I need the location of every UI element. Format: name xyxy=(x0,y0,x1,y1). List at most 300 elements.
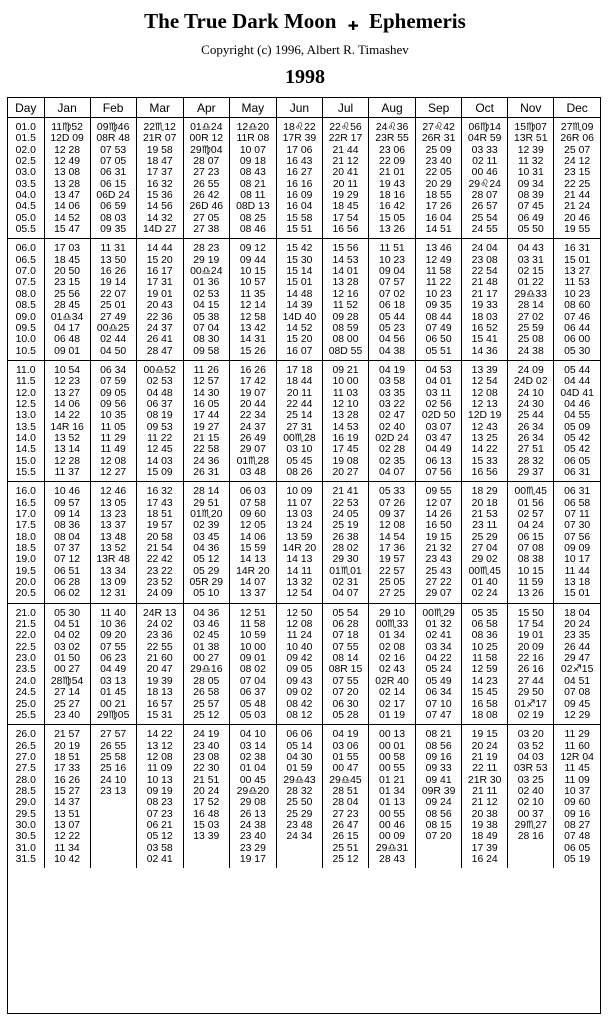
table-cell-nov xyxy=(508,239,554,360)
table-cell-aug xyxy=(369,603,416,724)
list-item: 14 51 xyxy=(425,224,452,236)
list-item: 06 34 xyxy=(100,364,127,376)
list-item: 17 54 xyxy=(332,212,359,224)
list-item: 11 60 xyxy=(564,740,590,752)
list-item: 25 54 xyxy=(471,212,498,224)
list-item: 18 44 xyxy=(286,376,313,388)
table-cell-aug xyxy=(369,482,416,603)
list-item: 06 28 xyxy=(54,577,81,589)
list-item: 05 45 xyxy=(286,455,313,467)
list-item: 05 19 xyxy=(564,853,591,865)
list-item: 08.5 xyxy=(15,300,36,312)
list-item: 25 12 xyxy=(193,709,220,721)
list-item: 04 19 xyxy=(332,729,359,741)
list-item: 04 36 xyxy=(193,607,220,619)
list-item: 13 59 xyxy=(286,531,313,543)
table-cell-mar xyxy=(136,482,183,603)
list-item: 08 27 xyxy=(564,819,591,831)
list-item: 08 14 xyxy=(332,653,359,665)
list-item: 15 30 xyxy=(286,254,313,266)
list-item: 07 55 xyxy=(332,641,359,653)
list-item: 16 27 xyxy=(286,167,313,179)
list-item: 16 56 xyxy=(471,466,498,478)
list-item: 05 42 xyxy=(564,432,591,444)
table-cell-nov xyxy=(508,360,554,481)
list-item: 12 10 xyxy=(332,398,359,410)
list-item: 17 45 xyxy=(332,444,359,456)
list-item: 03 48 xyxy=(239,466,266,478)
list-item: 04 38 xyxy=(379,345,406,357)
list-item: 12D 09 xyxy=(50,133,84,145)
list-item: 11 22 xyxy=(426,277,452,289)
list-item: 25 51 xyxy=(332,842,359,854)
list-item: 01♏28 xyxy=(236,455,270,467)
list-item: 09 01 xyxy=(239,653,266,665)
list-item: 07 20 xyxy=(425,831,452,843)
list-item: 13 08 xyxy=(54,167,81,179)
list-item: 19 07 xyxy=(239,387,266,399)
table-cell-jul xyxy=(322,360,368,481)
list-item: 03 13 xyxy=(100,675,127,687)
list-item: 09 56 xyxy=(100,398,127,410)
list-item: 11R 08 xyxy=(236,133,270,145)
list-item: 14 54 xyxy=(379,531,406,543)
list-item: 21 24 xyxy=(564,201,591,213)
list-item: 10 59 xyxy=(239,630,266,642)
list-item: 06 15 xyxy=(100,178,127,190)
list-item: 29♎43 xyxy=(283,774,316,786)
list-item: 01♏20 xyxy=(190,509,223,520)
list-item: 04 49 xyxy=(425,444,452,456)
list-item: 08 11 xyxy=(240,190,266,202)
list-item: 12 14 xyxy=(239,300,266,312)
list-item: 02 38 xyxy=(239,751,266,763)
list-item: 10 31 xyxy=(517,167,544,179)
list-item: 10 15 xyxy=(239,266,266,278)
list-item: 12 08 xyxy=(471,387,498,399)
list-item: 12 27 xyxy=(100,466,127,478)
list-item: 06.0 xyxy=(15,243,36,255)
list-item: 25 27 xyxy=(54,698,81,710)
list-item: 15 01 xyxy=(564,588,591,600)
list-item: 09 28 xyxy=(332,311,359,323)
list-item: 06♍14 xyxy=(468,122,501,133)
list-item: 04 17 xyxy=(54,322,81,334)
table-cell-jun xyxy=(276,603,322,724)
list-item: 05 30 xyxy=(54,607,81,619)
list-item: 29♎33 xyxy=(514,288,547,300)
list-item: 07 04 xyxy=(193,322,220,334)
list-item: 26 42 xyxy=(193,190,220,202)
list-item: 21.5 xyxy=(15,619,36,631)
list-item: 09 12 xyxy=(239,243,266,255)
list-item: 27 51 xyxy=(517,444,544,456)
list-item: 02 40 xyxy=(379,421,406,433)
list-item: 17 39 xyxy=(471,842,498,854)
list-item: 29 07 xyxy=(239,444,266,456)
table-cell-jan xyxy=(44,360,90,481)
list-item: 00♎24 xyxy=(190,266,223,278)
list-item: 12 46 xyxy=(100,486,127,498)
list-item: 10 15 xyxy=(517,565,544,577)
table-cell-dec xyxy=(554,603,600,724)
list-item: 09 14 xyxy=(54,509,81,520)
ephemeris-table-frame xyxy=(7,97,601,1014)
table-body xyxy=(8,118,600,869)
list-item: 09 01 xyxy=(54,345,81,357)
list-item: 21 17 xyxy=(471,288,498,300)
list-item: 08R 48 xyxy=(96,133,130,145)
list-item: 19 43 xyxy=(379,178,406,190)
list-item: 18 51 xyxy=(54,751,81,763)
list-item xyxy=(91,820,136,831)
table-row-group xyxy=(8,603,600,724)
list-item: 07 10 xyxy=(425,698,452,710)
list-item: 13 48 xyxy=(100,531,127,543)
list-item: 03 52 xyxy=(517,740,544,752)
column-header-apr: Apr xyxy=(183,98,229,118)
list-item: 24 10 xyxy=(100,774,127,786)
column-header-jun: Jun xyxy=(276,98,322,118)
list-item: 05.0 xyxy=(15,212,36,224)
list-item: 21 48 xyxy=(471,277,498,289)
list-item xyxy=(91,854,136,865)
list-item: 16 48 xyxy=(193,808,220,820)
list-item: 07 49 xyxy=(425,322,452,334)
list-item: 10.0 xyxy=(15,334,36,346)
table-cell-sep xyxy=(416,725,462,869)
table-cell-jun xyxy=(276,239,322,360)
list-item: 24.0 xyxy=(15,675,36,687)
list-item: 24 09 xyxy=(517,364,544,376)
list-item: 11 26 xyxy=(193,364,219,376)
list-item: 01 34 xyxy=(379,785,406,797)
list-item: 03 10 xyxy=(286,444,313,456)
list-item: 24♌36 xyxy=(375,122,409,133)
list-item: 02 28 xyxy=(379,444,406,456)
list-item: 05 30 xyxy=(564,345,591,357)
list-item: 24 55 xyxy=(471,224,498,236)
list-item: 27♏09 xyxy=(560,122,594,133)
list-item: 20 46 xyxy=(564,212,591,224)
table-cell-sep xyxy=(416,603,462,724)
list-item: 20 24 xyxy=(471,740,498,752)
list-item: 25 43 xyxy=(425,565,452,577)
list-item: 23 43 xyxy=(425,554,452,566)
list-item: 24 12 xyxy=(564,156,591,168)
list-item: 26R 31 xyxy=(421,133,456,145)
list-item: 09 09 xyxy=(564,543,591,555)
list-item: 06 06 xyxy=(286,729,313,741)
list-item: 03 58 xyxy=(146,842,173,854)
list-item: 28 23 xyxy=(193,243,220,255)
table-cell-aug xyxy=(369,360,416,481)
list-item: 02D 24 xyxy=(375,432,409,444)
list-item: 29♍04 xyxy=(190,144,223,156)
list-item: 19 58 xyxy=(146,144,173,156)
list-item: 06 30 xyxy=(332,698,359,710)
list-item: 00 13 xyxy=(379,729,406,741)
list-item: 06 03 xyxy=(239,486,266,498)
list-item: 13R 48 xyxy=(96,554,130,566)
table-cell-nov xyxy=(508,603,554,724)
list-item: 24 38 xyxy=(239,819,266,831)
list-item: 02 44 xyxy=(100,334,127,346)
list-item: 10 23 xyxy=(379,254,406,266)
list-item: 11 44 xyxy=(564,565,590,577)
list-item: 07 05 xyxy=(100,156,127,168)
list-item: 19 27 xyxy=(193,421,220,433)
list-item: 06 21 xyxy=(146,819,173,831)
column-header-jul: Jul xyxy=(322,98,368,118)
list-item xyxy=(91,843,136,854)
table-cell-may xyxy=(229,603,276,724)
list-item: 23 13 xyxy=(100,785,127,797)
list-item: 05.5 xyxy=(15,224,36,236)
list-item: 13 39 xyxy=(471,364,498,376)
table-cell-sep xyxy=(416,239,462,360)
list-item: 19 57 xyxy=(146,520,173,532)
list-item: 01 59 xyxy=(286,763,313,775)
list-item: 14 36 xyxy=(471,345,498,357)
list-item: 03 46 xyxy=(193,619,220,631)
list-item: 28 07 xyxy=(193,156,220,168)
list-item: 13 07 xyxy=(54,819,81,831)
list-item: 14 23 xyxy=(471,675,498,687)
list-item: 14 30 xyxy=(193,387,220,399)
list-item: 20.0 xyxy=(15,577,36,589)
list-item: 09R 39 xyxy=(421,785,456,797)
list-item: 27 14 xyxy=(54,687,81,699)
list-item: 07 55 xyxy=(332,675,359,687)
table-cell-dec xyxy=(554,482,600,603)
list-item: 21 12 xyxy=(471,797,498,809)
list-item: 11 49 xyxy=(100,444,126,456)
list-item: 14 39 xyxy=(286,300,313,312)
list-item: 04 10 xyxy=(239,729,266,741)
list-item: 25 29 xyxy=(471,531,498,543)
list-item: 21 11 xyxy=(472,785,498,797)
list-item: 04 03 xyxy=(517,751,544,763)
list-item: 08 59 xyxy=(332,322,359,334)
list-item: 11 32 xyxy=(518,156,544,168)
table-cell-jun xyxy=(276,118,322,239)
list-item: 13R 51 xyxy=(513,133,548,145)
list-item: 04 53 xyxy=(425,364,452,376)
list-item: 01 04 xyxy=(239,763,266,775)
list-item: 08 12 xyxy=(286,709,313,721)
list-item: 03 22 xyxy=(379,398,406,410)
list-item: 07 48 xyxy=(564,831,591,843)
list-item: 07 53 xyxy=(100,144,127,156)
list-item: 29♎45 xyxy=(329,774,362,786)
list-item: 18 03 xyxy=(471,311,498,323)
list-item: 16 09 xyxy=(286,190,313,202)
list-item: 04 01 xyxy=(425,376,452,388)
list-item: 04.5 xyxy=(15,201,36,213)
list-item: 04 46 xyxy=(564,398,591,410)
list-item: 13 42 xyxy=(239,322,266,334)
list-item: 13 03 xyxy=(286,509,313,520)
list-item: 24 02 xyxy=(146,619,173,631)
list-item: 21 12 xyxy=(332,156,359,168)
list-item: 28 32 xyxy=(517,455,544,467)
list-item: 13 26 xyxy=(517,588,544,600)
list-item: 06 44 xyxy=(564,322,591,334)
list-item: 19 39 xyxy=(146,675,173,687)
list-item: 08 56 xyxy=(425,740,452,752)
list-item: 00R 12 xyxy=(189,133,224,145)
list-item: 04 15 xyxy=(193,300,220,312)
list-item: 16 31 xyxy=(564,243,591,255)
list-item: 13 23 xyxy=(100,509,127,520)
list-item: 14 11 xyxy=(286,565,313,577)
list-item: 06 50 xyxy=(425,334,452,346)
table-cell-nov xyxy=(508,118,554,239)
list-item: 08 00 xyxy=(332,334,359,346)
list-item: 14 31 xyxy=(239,334,266,346)
list-item: 10 54 xyxy=(54,364,81,376)
list-item: 28 14 xyxy=(193,486,220,498)
list-item: 13 37 xyxy=(239,588,266,600)
list-item: 24 05 xyxy=(332,509,359,520)
list-item: 01 13 xyxy=(379,797,406,809)
list-item: 26 41 xyxy=(146,334,173,346)
list-item: 17 37 xyxy=(146,167,173,179)
list-item: 25.0 xyxy=(15,698,36,710)
list-item: 14 56 xyxy=(146,201,173,213)
list-item: 19 14 xyxy=(100,277,127,289)
list-item: 10 35 xyxy=(100,410,127,422)
list-item: 11 58 xyxy=(426,266,452,278)
list-item: 04 48 xyxy=(146,387,173,399)
list-item: 11 58 xyxy=(472,653,498,665)
list-item: 13 39 xyxy=(193,831,220,843)
list-item: 16 43 xyxy=(286,156,313,168)
table-cell-jun xyxy=(276,482,322,603)
list-item: 17 06 xyxy=(286,144,313,156)
list-item: 14 01 xyxy=(332,266,359,278)
list-item: 13 18 xyxy=(564,577,591,589)
list-item: 21 44 xyxy=(564,190,591,202)
list-item: 04 02 xyxy=(54,630,81,642)
list-item: 14R 16 xyxy=(50,421,84,433)
column-header-mar: Mar xyxy=(136,98,183,118)
list-item: 26.5 xyxy=(15,740,36,752)
list-item: 03 07 xyxy=(425,421,452,433)
list-item: 02 15 xyxy=(517,266,544,278)
list-item: 08 60 xyxy=(564,300,591,312)
list-item: 08 23 xyxy=(146,797,173,809)
list-item: 24 34 xyxy=(286,831,313,843)
list-item: 16 24 xyxy=(471,853,498,865)
list-item: 07 26 xyxy=(379,497,406,509)
list-item: 06D 24 xyxy=(96,190,130,202)
list-item: 27 38 xyxy=(193,224,220,236)
list-item: 09 24 xyxy=(425,797,452,809)
list-item: 10 00 xyxy=(332,376,359,388)
list-item: 03 11 xyxy=(426,387,452,399)
list-item: 02 08 xyxy=(379,641,406,653)
list-item: 12 29 xyxy=(564,709,591,721)
list-item: 19 55 xyxy=(564,224,591,236)
list-item: 01 32 xyxy=(425,619,452,631)
list-item: 01♎34 xyxy=(50,311,84,323)
list-item: 22 16 xyxy=(517,653,544,665)
list-item: 02 39 xyxy=(193,520,220,532)
list-item: 06 51 xyxy=(54,565,81,577)
list-item: 28 43 xyxy=(379,853,406,865)
list-item: 23 40 xyxy=(239,831,266,843)
list-item: 28 32 xyxy=(286,785,313,797)
list-item: 11.0 xyxy=(16,364,36,376)
list-item: 05 29 xyxy=(193,565,220,577)
list-item: 08 36 xyxy=(471,630,498,642)
list-item: 22 55 xyxy=(146,641,173,653)
list-item: 08 03 xyxy=(100,212,127,224)
list-item: 04 36 xyxy=(193,543,220,555)
list-item: 15 33 xyxy=(471,455,498,467)
list-item: 11.5 xyxy=(16,376,36,388)
table-cell-feb xyxy=(90,360,136,481)
list-item: 08 21 xyxy=(425,729,452,741)
column-header-jan: Jan xyxy=(44,98,90,118)
list-item: 26 34 xyxy=(517,421,544,433)
list-item: 17R 39 xyxy=(282,133,317,145)
list-item: 21 01 xyxy=(379,167,406,179)
list-item: 02 17 xyxy=(379,698,406,710)
list-item: 09 57 xyxy=(54,497,81,509)
list-item: 12.5 xyxy=(15,398,36,410)
table-cell-oct xyxy=(462,725,508,869)
list-item: 10 07 xyxy=(239,144,266,156)
list-item: 03 20 xyxy=(517,729,544,741)
list-item: 13 52 xyxy=(54,432,81,444)
list-item: 02 24 xyxy=(471,588,498,600)
list-item: 11 09 xyxy=(564,774,590,786)
list-item: 19 01 xyxy=(517,630,544,642)
list-item: 09.0 xyxy=(15,311,36,323)
list-item: 26 34 xyxy=(517,432,544,444)
list-item: 29 37 xyxy=(517,466,544,478)
list-item: 26D 46 xyxy=(189,201,224,213)
list-item: 11 37 xyxy=(54,466,80,478)
list-item: 18.0 xyxy=(15,531,36,543)
list-item xyxy=(508,854,553,865)
list-item: 02 10 xyxy=(517,797,544,809)
list-item: 14 06 xyxy=(239,531,266,543)
list-item: 12 31 xyxy=(100,588,127,600)
list-item: 16 04 xyxy=(286,201,313,213)
table-row-group xyxy=(8,239,600,360)
list-item: 04 56 xyxy=(379,334,406,346)
list-item: 13 52 xyxy=(100,543,127,555)
list-item: 26 58 xyxy=(193,687,220,699)
list-item: 16 17 xyxy=(146,266,173,278)
list-item: 09 05 xyxy=(100,387,127,399)
list-item: 13 28 xyxy=(332,410,359,422)
list-item: 15 51 xyxy=(286,224,313,236)
column-header-nov: Nov xyxy=(508,98,554,118)
list-item: 07 08 xyxy=(517,543,544,555)
list-item: 19 15 xyxy=(425,531,452,543)
column-header-feb: Feb xyxy=(90,98,136,118)
list-item: 18 51 xyxy=(146,509,173,520)
list-item: 10 40 xyxy=(286,641,313,653)
list-item: 14.5 xyxy=(15,444,36,456)
table-cell-jul xyxy=(322,725,368,869)
list-item: 15 20 xyxy=(286,334,313,346)
